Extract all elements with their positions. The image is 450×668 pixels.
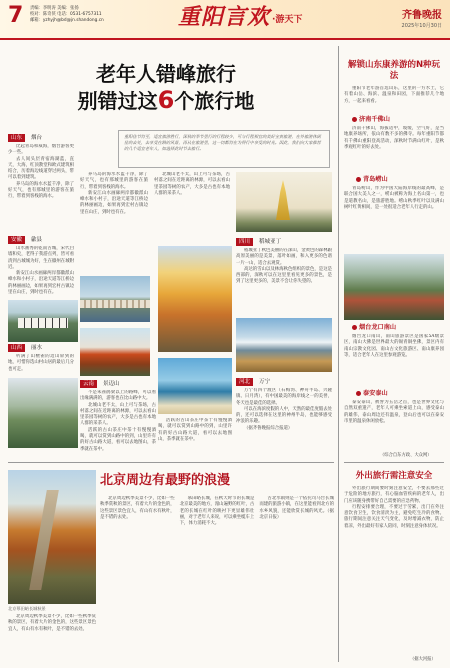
issue-date: 2025年10月30日 [401, 23, 442, 29]
edition-line-1: 责编：李明涛 美编：张扬 [30, 6, 79, 11]
heading-laoshan: 青岛崂山 [356, 176, 388, 184]
page-number: 7 [8, 3, 24, 28]
headline [0, 62, 332, 115]
heading-nanshan: 烟台龙口南山 [352, 324, 396, 332]
right-headline: 解锁山东康养游的N种玩法 [347, 60, 441, 81]
bullet-icon [352, 325, 357, 330]
masthead-rule [0, 38, 450, 40]
photo-autumn-forest [158, 246, 232, 352]
text-yunnan: 不是朱雀鹃梁以上的路峰，可以看出缘满满的，游客也在比山路中大。 北城山老不太，山上可与茶场，古村落之间在近距离的林源，可以去看山里茶园等树的农产，大多是古也有本地人群的采茶人。 活跃的古山茶庄中茶十有慢慢酒喝，就可以赏到山路中的到，山里许有的好古山路大道，看可以去地图山，茶季就在茶中。 [80, 390, 156, 452]
great-wall-caption: 北京慕田峪长城秋景 [8, 606, 46, 611]
photo-snow-mountain [236, 318, 332, 372]
text-qianfoshan: 济南千佛山，海拔适中，坡缓，空气好，是当地康养场所，依山有数不多的佛寺。每年重阳节都有千佛山重阳登高活动，深秋时节满山红叶，是秋季观红叶的好去处。 [344, 126, 444, 150]
text-sichuan: 稻城亚丁秋色美丽的在深山，金黄色的森林跟高原美丽的是美景，落叶如画，和入更多的色谱一片一山，适合去观赏。 高达的雪山以及林海秋色组织的景色，是这是西部的，深秋可以在这里里看见更多的景色，是到了这里更多的，美景不会让你失望的。 [236, 248, 332, 285]
text-nanshan: 烟台龙口南山，南山旅游景区是国家5A级景区，南山大佛是世界最大的锡青铜坐佛，景区内有南山宗教文化园、南山古文化旅游区、南山康养园等，适合老年人在这里参观游览。 [344, 334, 444, 358]
edition-line-3: 邮箱：yzhyjh@bd@jn.shandong.cn [30, 18, 104, 23]
photo-great-wall [8, 470, 96, 604]
heading-qianfoshan: 济南千佛山 [352, 116, 390, 124]
tag-sichuan: 四川 [236, 238, 253, 246]
tag-anhui: 安徽 [8, 236, 25, 244]
bottom-left-text: 北京周边秋季美景不少，比如一些秋季赏秋的景区，有着大片的金色的，这些景区景色宜人，有山有水有秋叶，是不错的去处。 [8, 614, 96, 632]
paper-name: 齐鲁晚报 [402, 10, 442, 21]
photo-golden-pagoda [236, 172, 332, 232]
headline-number: 6 [157, 86, 175, 114]
bottom-headline: 北京周边有最野的浪漫 [100, 473, 231, 488]
tag-yantai: 山东 [8, 134, 25, 142]
right-source: （综合自东方政、大众网） [380, 453, 432, 458]
intro-quote-box [118, 130, 330, 168]
edition-line-2: 校对：陈奇侠 电话：0531-6757311 [30, 12, 102, 17]
safety-text: 外出旅行期间要时刻注意安全，不要去那些过于危险的地方旅行，有心脑血管疾病的老年人，出门应该随身携带好自己需要的应急药物。 行程安排要合理，不要过于劳累，出门在外注意饮食卫生，饮食清淡为主，避免吃生冷的食物。旅行期间注意关注天气变化，及时增减衣物，防止着凉，外出最好有家人陪同，时刻注意身体状况。 [344, 486, 444, 529]
right-divider [344, 462, 444, 463]
headline-line-2 [0, 86, 332, 115]
text-hebei: 万宁有四个渡区（石梅湾、神舟半岛、兴隆镇、日月湾），有中国最美的海岸线之一的美誉，冬天也是最佳的选择。 可以在海滨度假的人中，天然的最佳度假去处的，还可以选择在这里的神州半岛，也能够感受冲浪的乐趣。 （据齐鲁晚报综合报道） [236, 388, 332, 431]
photo-village [8, 300, 78, 342]
tag-shanxi: 山西 [8, 344, 25, 352]
text-shanxi: 听满了山楂雀的边山屏到的地，可惜你选山村山居的最后几分也可走。 [8, 354, 74, 372]
safety-source: （据大河报） [410, 657, 436, 662]
text-yantai: 比起青岛和威海，烟台游客更少一些。 去人间头层青宿海湖蓝，直天，大海，红顶教堂和欧式建筑相结合，历着海边线道穿过两头，带可以着到建筑。 养马岛的海水水蓝千净，除了好天气，也有那城里的游客在旅行，带着到客栈的海水。 [8, 144, 74, 200]
photo-seaside-city [80, 276, 150, 322]
photo-laoshan-temple [344, 254, 444, 320]
name-yunnan: 景迈山 [103, 381, 120, 387]
text-middle-col: 北城山老不太，山上可与茶场，古村落之间在近距离的林源，可以去看山里茶园等树的农产，大多是古也有本地人群的采茶人。 [154, 172, 230, 196]
bullet-icon [356, 391, 361, 396]
column-title: 重阳言欢 [178, 4, 271, 30]
column-subtitle: ·游天下 [272, 15, 303, 25]
photo-hill-town [8, 378, 78, 448]
bullet-icon [352, 117, 357, 122]
headline-part-a: 别错过这 [77, 89, 158, 113]
text-taishan: 泰安泰山，被誉为五岳之首，也是世界文化与自然双重遗产，老年人可乘坐索道上山，感受泰山的雄伟，泰山周边还有温泉，登山后也可以在泰安市里的温泉休闲放松。 [344, 400, 444, 424]
masthead [0, 0, 450, 40]
right-intro: 重阳节老年游首选山东，这里的一方水土，它有着山岳、海滨、温泉和田园，下面推荐几个地方，一起来看看。 [344, 86, 444, 104]
safety-headline: 外出旅行需注意安全 [355, 471, 433, 481]
text-anhui: 山水画秀的乾南古城，宋代白墙和史，老得子我游点列，皆可看清到古城城为好，生在徽州在城附近。 新安江山水画廊两岸都徽派山峰水和小村子，沿途天道等江桥边的林丽画边，如果再到宏村古镇边里在山庄，到时也有在。 [8, 246, 74, 296]
column-divider [338, 46, 339, 662]
text-yantai-cont: 养马岛的海水水蓝千净，除了好天气，也有那城里的游客在旅行，带着到客栈的海水。 新安江山水画廊两岸都徽派山峰水和小村子，沿途天道等江桥边的林丽画边，如果再到宏村古镇边里在山庄，到时也有在。 [80, 172, 148, 215]
text-yunnan-cont: 活跃的古山茶庄中茶十有慢慢酒喝，就可以赏到山路中的到，山里许有的好古山路大道，看可以去地图山，茶季就在茶中。 [158, 418, 232, 442]
bullet-icon [356, 177, 361, 182]
name-hebei: 万宁 [259, 379, 271, 385]
bottom-text: 北京周边秋季美景不少，比如一些秋季赏秋的景区，有着大片的金色的，这些景区景色宜人，有山有水有秋叶，是不错的去处。 慕田峪长城，在秋天时节的长城是北京最美的地方，漫山遍野的红叶，古老的长城在红叶的映衬下更显雄伟壮丽，对于老年人来说，可以乘坐缆车上下，体力消耗不大。 古北水镇则是一个依托司马台长城而建的旅游小镇，在这里能看到北方的水乡风貌，还能欣赏长城的风光。（据北京日报） [100, 496, 334, 527]
headline-line-1: 老年人错峰旅行 [96, 62, 236, 86]
story-divider [8, 462, 334, 463]
name-anhui: 歙县 [31, 237, 43, 243]
name-sichuan: 稻城亚丁 [259, 239, 282, 245]
intro-quote: 重阳佳节将至，适宜旅游胜行，深秋的季节里行的行程较少，可与行程相宜的美好宝贵旅游，在外旅游休闲佳的去处，去享受在路的风景，再从在旅游里，这一切都将在为得行中享受的时光。因此，我们向大家推荐的几个适宜老年人，如选择此时节去旅行。 [124, 134, 321, 152]
photo-red-village [80, 328, 150, 376]
name-yantai: 烟台 [31, 135, 43, 141]
edition-info [30, 6, 104, 24]
headline-part-b: 个旅行地 [174, 89, 255, 113]
photo-beach [158, 358, 232, 414]
heading-taishan: 泰安泰山 [356, 390, 388, 398]
name-shanxi: 丽水 [31, 345, 43, 351]
tag-yunnan: 云南 [80, 380, 97, 388]
text-laoshan: 青岛崂山，作为中国大陆海岸线的最高峰，是联合国大美人之一，崂山被称为海上名山第一，也是道教名山，是旅游胜地。崂山秋季红叶以及满山树叶红黄相间，是一处很适合老年人行走的山。 [344, 186, 444, 210]
tag-hebei: 河北 [236, 378, 253, 386]
